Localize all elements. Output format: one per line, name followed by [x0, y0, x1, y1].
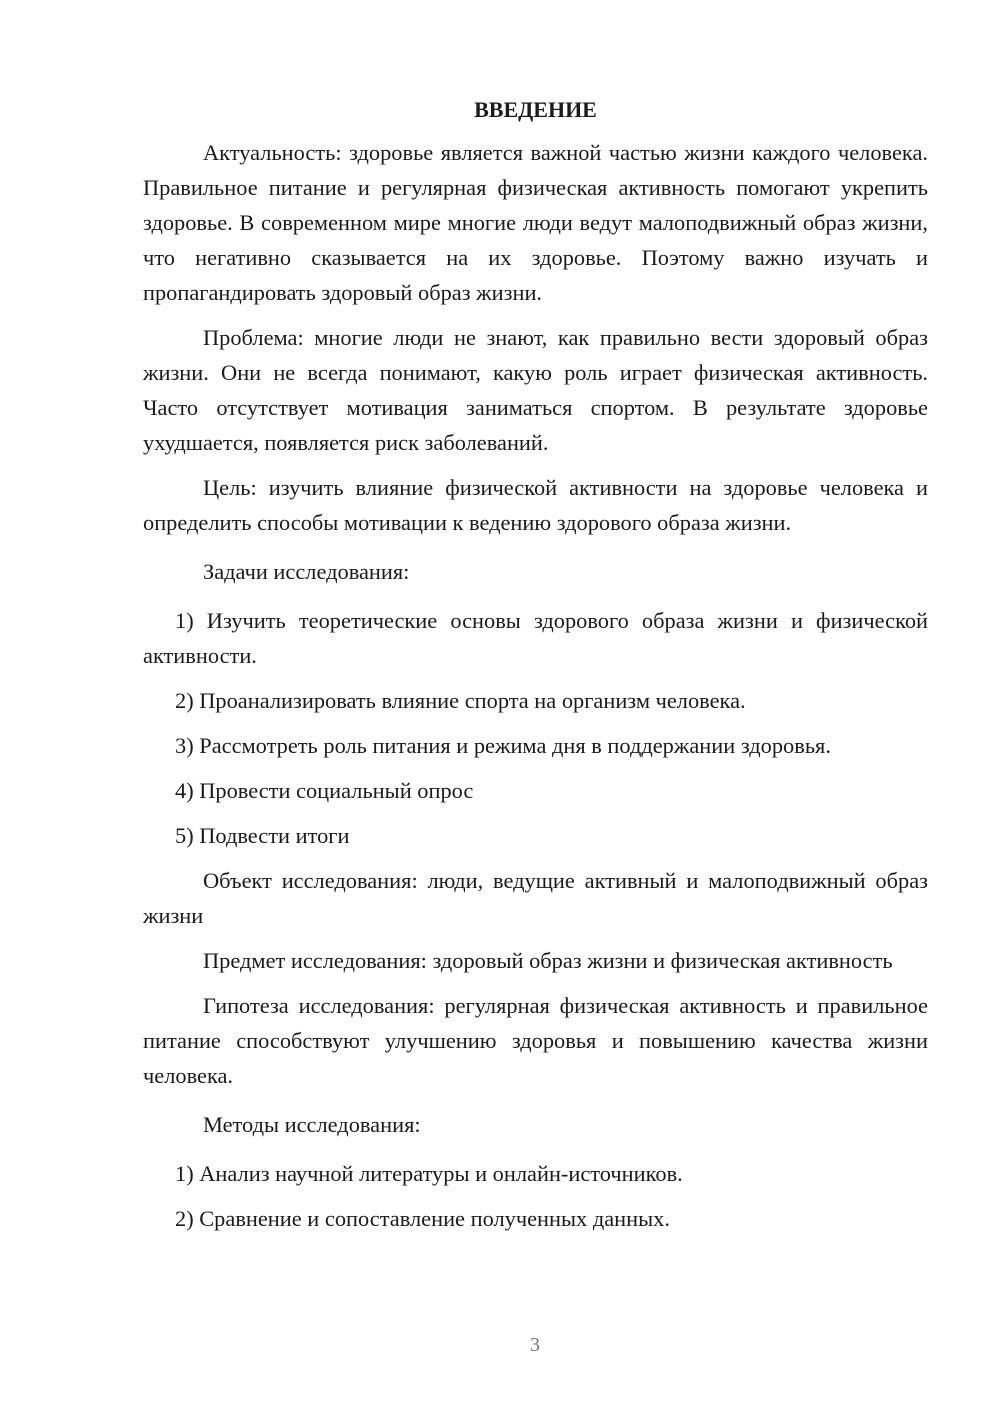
page-content: [143, 93, 928, 1246]
tasks-heading: Задачи исследования:: [203, 559, 410, 584]
task-item: 4) Провести социальный опрос: [175, 778, 474, 803]
task-item: 3) Рассмотреть роль питания и режима дня в поддержании здоровья.: [175, 733, 831, 758]
methods-heading: Методы исследования:: [203, 1112, 421, 1137]
task-item: 2) Проанализировать влияние спорта на организм человека.: [175, 688, 746, 713]
goal-paragraph: Цель: изучить влияние физической активности на здоровье человека и определить способы мотивации к ведению здорового образа жизни.: [143, 475, 928, 535]
task-item: 1) Изучить теоретические основы здорового образа жизни и физической активности.: [143, 608, 928, 668]
method-item: 1) Анализ научной литературы и онлайн-источников.: [175, 1161, 683, 1186]
object-paragraph: Объект исследования: люди, ведущие активный и малоподвижный образ жизни: [143, 868, 928, 928]
relevance-paragraph: Актуальность: здоровье является важной частью жизни каждого человека. Правильное питание и регулярная физическая активность помогают укрепить здоровье. В современном мире многие люди ведут малоподвижный образ жизни, что негативно сказывается на их здоровье. Поэтому важно изучать и пропагандировать здоровый образ жизни.: [143, 140, 928, 305]
page-title: ВВЕДЕНИЕ: [474, 97, 597, 122]
hypothesis-paragraph: Гипотеза исследования: регулярная физическая активность и правильное питание способствуют улучшению здоровья и повышению качества жизни человека.: [143, 993, 928, 1088]
problem-paragraph: Проблема: многие люди не знают, как правильно вести здоровый образ жизни. Они не всегда понимают, какую роль играет физическая активность. Часто отсутствует мотивация заниматься спортом. В результате здоровье ухудшается, появляется риск заболеваний.: [143, 325, 928, 455]
task-item: 5) Подвести итоги: [175, 823, 350, 848]
method-item: 2) Сравнение и сопоставление полученных данных.: [175, 1206, 670, 1231]
page-number: 3: [530, 1334, 540, 1356]
subject-paragraph: Предмет исследования: здоровый образ жизни и физическая активность: [203, 948, 893, 973]
